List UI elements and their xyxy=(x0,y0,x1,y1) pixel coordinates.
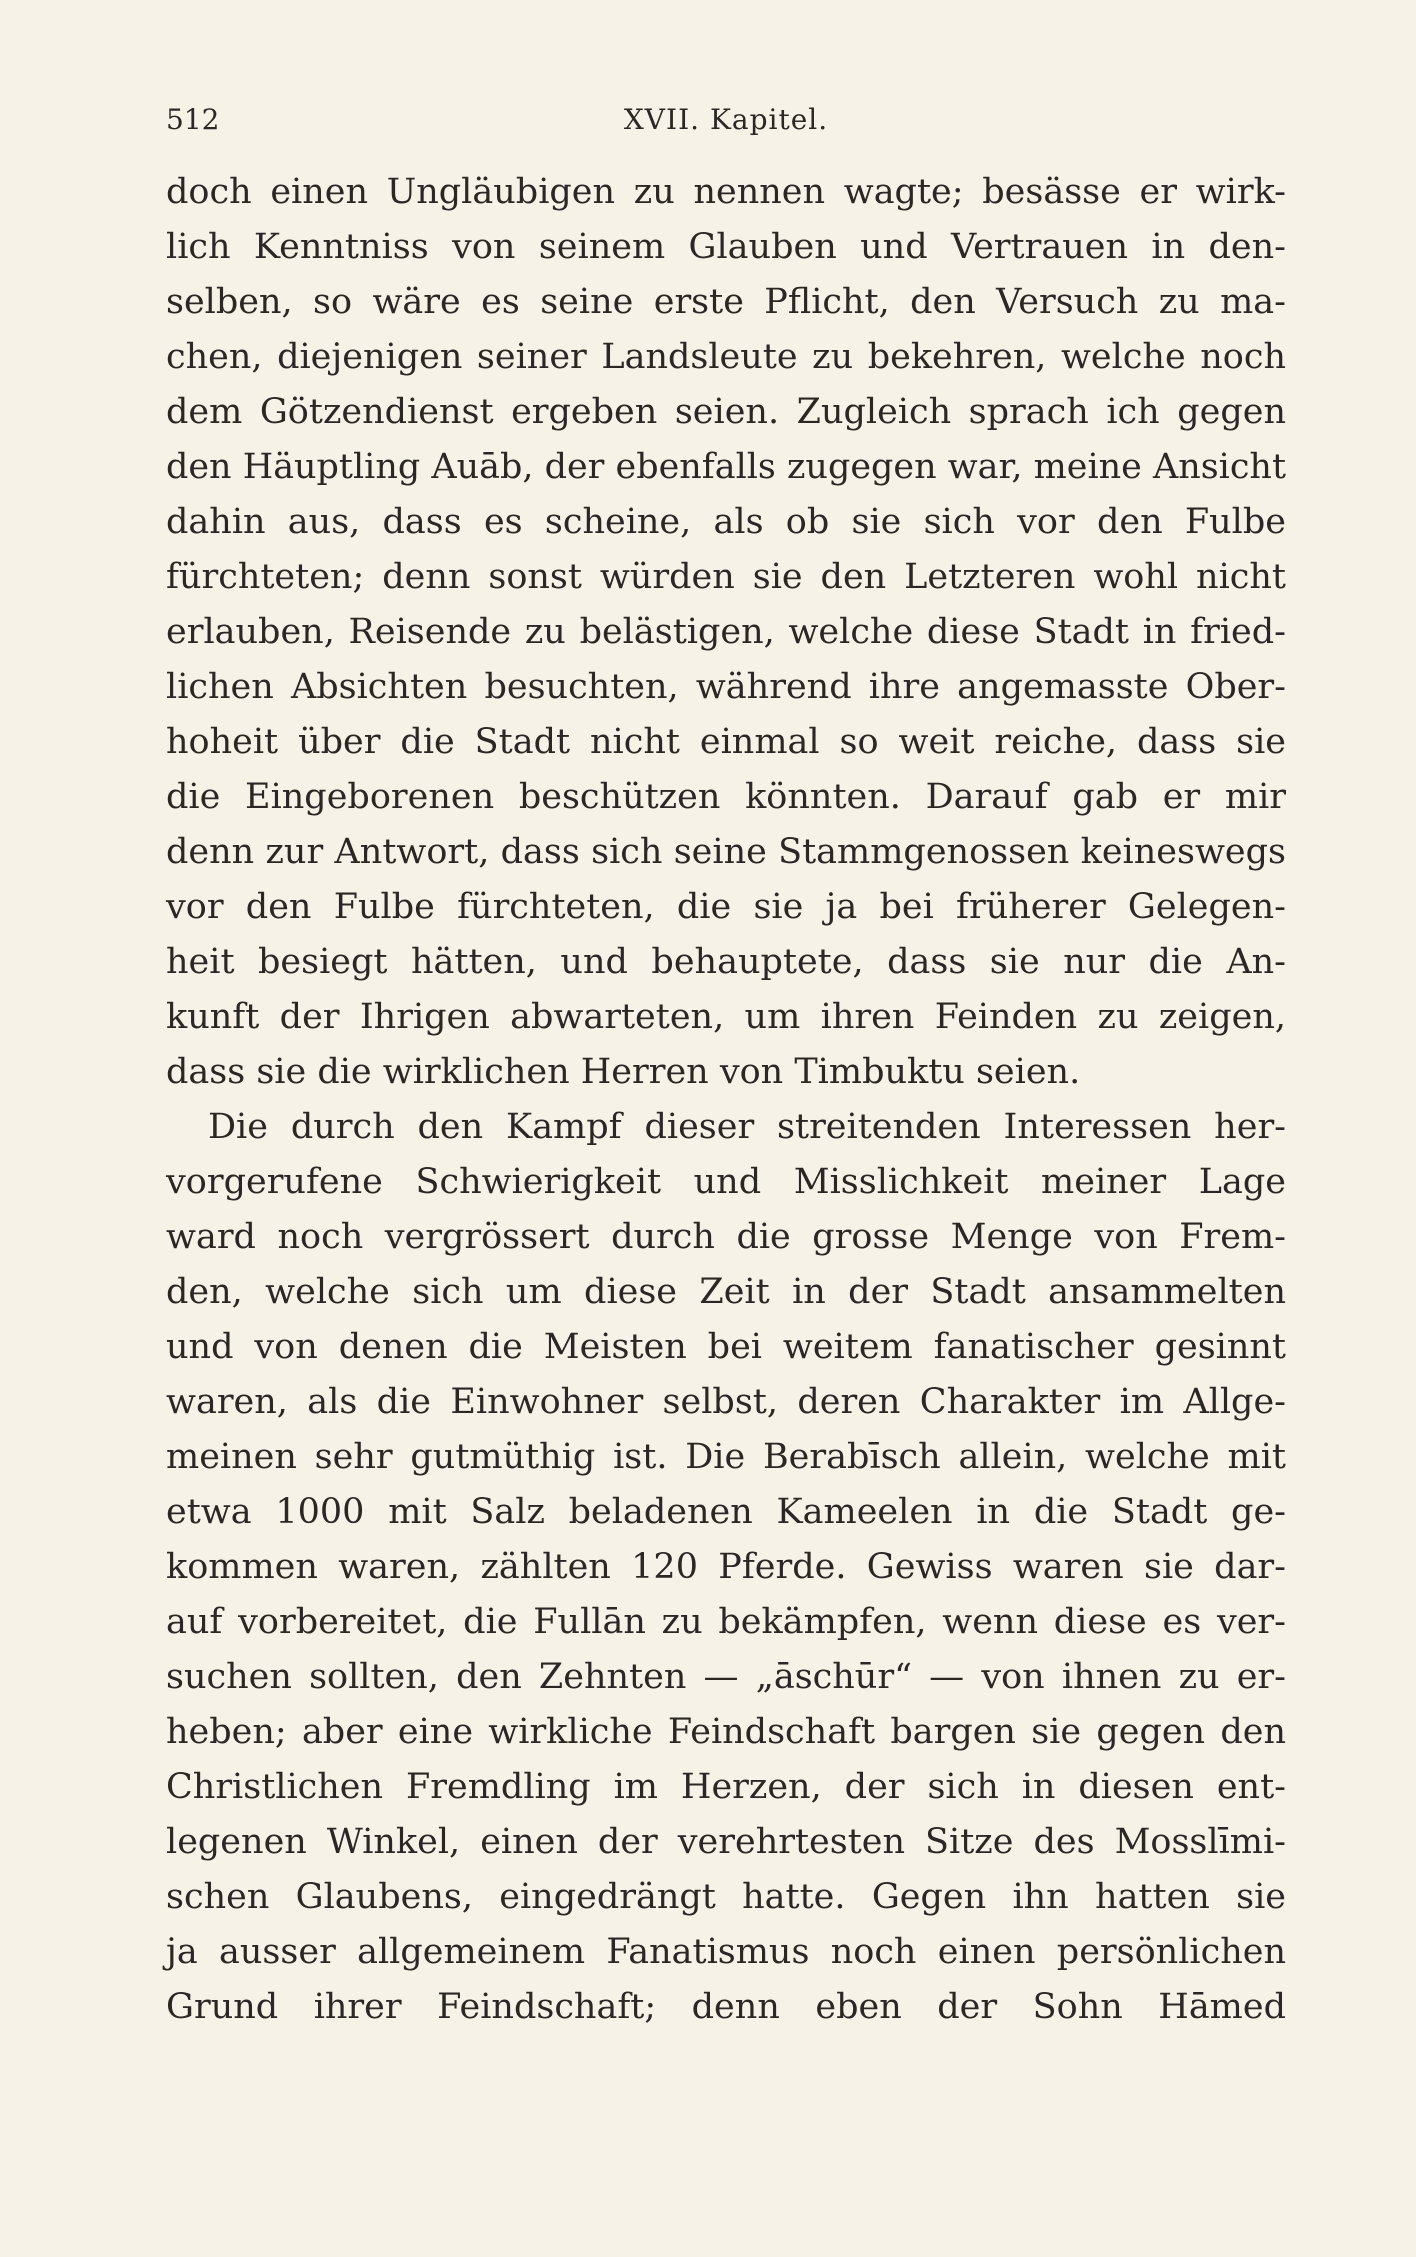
text-line: ward noch vergrössert durch die grosse Menge von Frem- xyxy=(166,1217,1286,1257)
text-line: chen, diejenigen seiner Landsleute zu bekehren, welche noch xyxy=(166,337,1286,377)
text-line: vor den Fulbe fürchteten, die sie ja bei früherer Gelegen- xyxy=(166,887,1286,927)
text-line: dahin aus, dass es scheine, als ob sie sich vor den Fulbe xyxy=(166,502,1286,542)
text-line: den, welche sich um diese Zeit in der Stadt ansammelten xyxy=(166,1272,1286,1312)
text-line: heit besiegt hätten, und behauptete, dass sie nur die An- xyxy=(166,942,1286,982)
running-head: XVII. Kapitel. xyxy=(623,103,829,136)
text-line: vorgerufene Schwierigkeit und Misslichkeit meiner Lage xyxy=(166,1162,1286,1202)
text-line: hoheit über die Stadt nicht einmal so weit reiche, dass sie xyxy=(166,722,1286,762)
text-line: den Häuptling Auāb, der ebenfalls zugegen war, meine Ansicht xyxy=(166,447,1286,487)
text-line: meinen sehr gutmüthig ist. Die Berabīsch allein, welche mit xyxy=(166,1437,1286,1477)
text-line: auf vorbereitet, die Fullān zu bekämpfen, wenn diese es ver- xyxy=(166,1602,1286,1642)
text-line: Die durch den Kampf dieser streitenden Interessen her- xyxy=(208,1107,1286,1147)
text-line: waren, als die Einwohner selbst, deren Charakter im Allge- xyxy=(166,1382,1286,1422)
text-line: dem Götzendienst ergeben seien. Zugleich sprach ich gegen xyxy=(166,392,1286,432)
page-number: 512 xyxy=(166,103,220,136)
text-line: doch einen Ungläubigen zu nennen wagte; besässe er wirk- xyxy=(166,172,1286,212)
text-line: denn zur Antwort, dass sich seine Stammgenossen keineswegs xyxy=(166,832,1286,872)
body-text xyxy=(166,165,1286,2035)
text-line: lich Kenntniss von seinem Glauben und Vertrauen in den- xyxy=(166,227,1286,267)
text-line: lichen Absichten besuchten, während ihre angemasste Ober- xyxy=(166,667,1286,707)
paragraph-1 xyxy=(166,165,1286,1100)
text-line: schen Glaubens, eingedrängt hatte. Gegen ihn hatten sie xyxy=(166,1877,1286,1917)
text-line: und von denen die Meisten bei weitem fanatischer gesinnt xyxy=(166,1327,1286,1367)
text-line: dass sie die wirklichen Herren von Timbuktu seien. xyxy=(166,1052,1081,1092)
text-line: kommen waren, zählten 120 Pferde. Gewiss waren sie dar- xyxy=(166,1547,1286,1587)
text-line: kunft der Ihrigen abwarteten, um ihren Feinden zu zeigen, xyxy=(166,997,1286,1037)
text-line: selben, so wäre es seine erste Pflicht, den Versuch zu ma- xyxy=(166,282,1286,322)
text-line: legenen Winkel, einen der verehrtesten Sitze des Mosslīmi- xyxy=(166,1822,1286,1862)
text-line: etwa 1000 mit Salz beladenen Kameelen in die Stadt ge- xyxy=(166,1492,1286,1532)
text-line: suchen sollten, den Zehnten — „āschūr“ — von ihnen zu er- xyxy=(166,1657,1286,1697)
text-line: Grund ihrer Feindschaft; denn eben der Sohn Hāmed xyxy=(166,1987,1286,2027)
page-header xyxy=(166,100,1286,140)
text-line: Christlichen Fremdling im Herzen, der sich in diesen ent- xyxy=(166,1767,1286,1807)
text-line: die Eingeborenen beschützen könnten. Darauf gab er mir xyxy=(166,777,1286,817)
text-line: ja ausser allgemeinem Fanatismus noch einen persönlichen xyxy=(166,1932,1286,1972)
paragraph-2 xyxy=(166,1100,1286,2035)
text-line: heben; aber eine wirkliche Feindschaft bargen sie gegen den xyxy=(166,1712,1286,1752)
text-line: erlauben, Reisende zu belästigen, welche diese Stadt in fried- xyxy=(166,612,1286,652)
text-line: fürchteten; denn sonst würden sie den Letzteren wohl nicht xyxy=(166,557,1286,597)
